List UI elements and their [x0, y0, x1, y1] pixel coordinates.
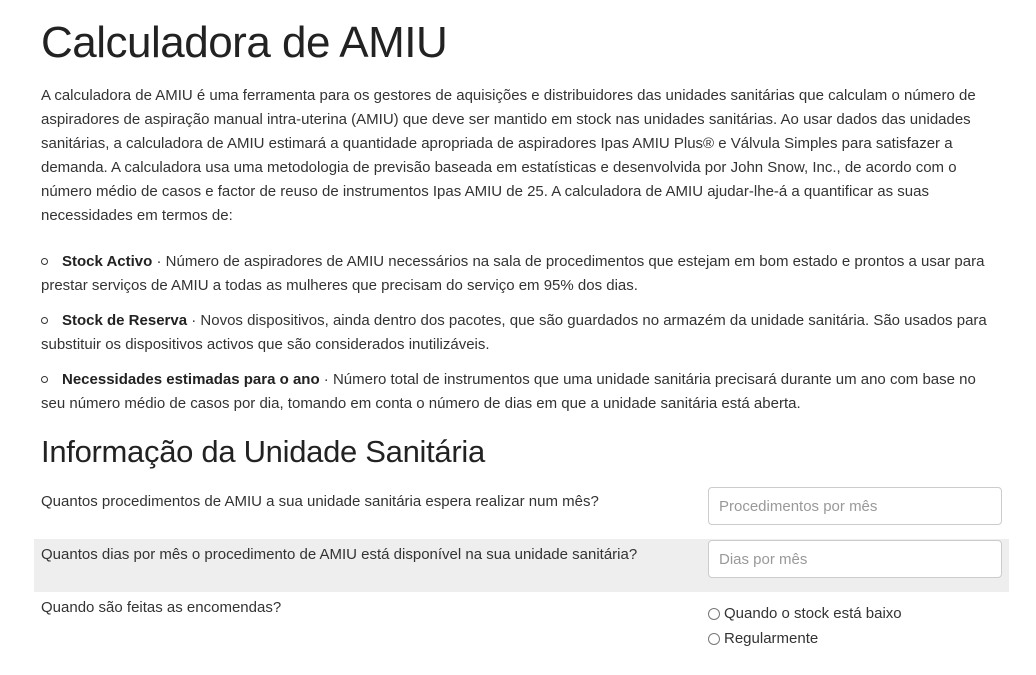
question-orders: Quando são feitas as encomendas?	[41, 599, 282, 616]
term-annual-needs: Necessidades estimadas para o ano	[62, 371, 320, 388]
form-row-procedures	[34, 486, 1009, 539]
radio-label-regularly[interactable]: Regularmente	[724, 630, 819, 647]
form-row-days	[34, 539, 1009, 592]
desc-reserve-stock: · Novos dispositivos, ainda dentro dos pacotes, que são guardados no armazém da unidade sanitária. São usados para substituir os dispositivos activos que são considerados inutilizáveis.	[41, 312, 987, 353]
procedures-per-month-input[interactable]	[708, 487, 1002, 525]
desc-annual-needs: · Número total de instrumentos que uma unidade sanitária precisará durante um ano com base no seu número médio de casos por dia, tomando em conta o número de dias em que a unidade sanitária está aberta.	[41, 371, 976, 412]
days-per-month-input[interactable]	[708, 540, 1002, 578]
circle-bullet-icon	[41, 317, 48, 324]
list-item-active-stock	[41, 250, 995, 298]
term-reserve-stock: Stock de Reserva	[62, 312, 188, 329]
form-row-orders	[34, 592, 1009, 662]
radio-button-regularly[interactable]	[708, 633, 720, 645]
radio-option-low-stock[interactable]	[708, 604, 1002, 624]
question-procedures: Quantos procedimentos de AMIU a sua unidade sanitária espera realizar num mês?	[41, 493, 599, 510]
needs-list	[41, 250, 995, 416]
page-title: Calculadora de AMIU	[41, 18, 448, 67]
radio-option-regularly[interactable]	[708, 629, 1002, 649]
list-item-annual-needs	[41, 368, 995, 416]
question-days: Quantos dias por mês o procedimento de AMIU está disponível na sua unidade sanitária?	[41, 546, 638, 563]
radio-label-low-stock[interactable]: Quando o stock está baixo	[724, 605, 902, 622]
term-active-stock: Stock Activo	[62, 253, 153, 270]
list-item-reserve-stock	[41, 309, 995, 357]
order-timing-radio-group	[708, 592, 1002, 662]
radio-button-low-stock[interactable]	[708, 608, 720, 620]
circle-bullet-icon	[41, 376, 48, 383]
circle-bullet-icon	[41, 258, 48, 265]
section-heading-facility: Informação da Unidade Sanitária	[41, 434, 485, 469]
facility-form	[34, 486, 1009, 662]
desc-active-stock: · Número de aspiradores de AMIU necessários na sala de procedimentos que estejam em bom estado e prontos a usar para prestar serviços de AMIU a todas as mulheres que precisam do serviço em 95% dos dias.	[41, 253, 985, 294]
intro-paragraph: A calculadora de AMIU é uma ferramenta para os gestores de aquisições e distribuidores das unidades sanitárias que calculam o número de aspiradores de aspiração manual intra-uterina (AMIU) que deve ser mantido em stock nas unidades sanitárias. Ao usar dados das unidades sanitárias, a calculadora de AMIU estimará a quantidade apropriada de aspiradores Ipas AMIU Plus® e Válvula Simples para satisfazer a demanda. A calculadora usa uma metodologia de previsão baseada em estatísticas e desenvolvida por John Snow, Inc., de acordo com o número médio de casos e factor de reuso de instrumentos Ipas AMIU de 25. A calculadora de AMIU ajudar-lhe-á a quantificar as suas necessidades em termos de:	[41, 87, 976, 224]
